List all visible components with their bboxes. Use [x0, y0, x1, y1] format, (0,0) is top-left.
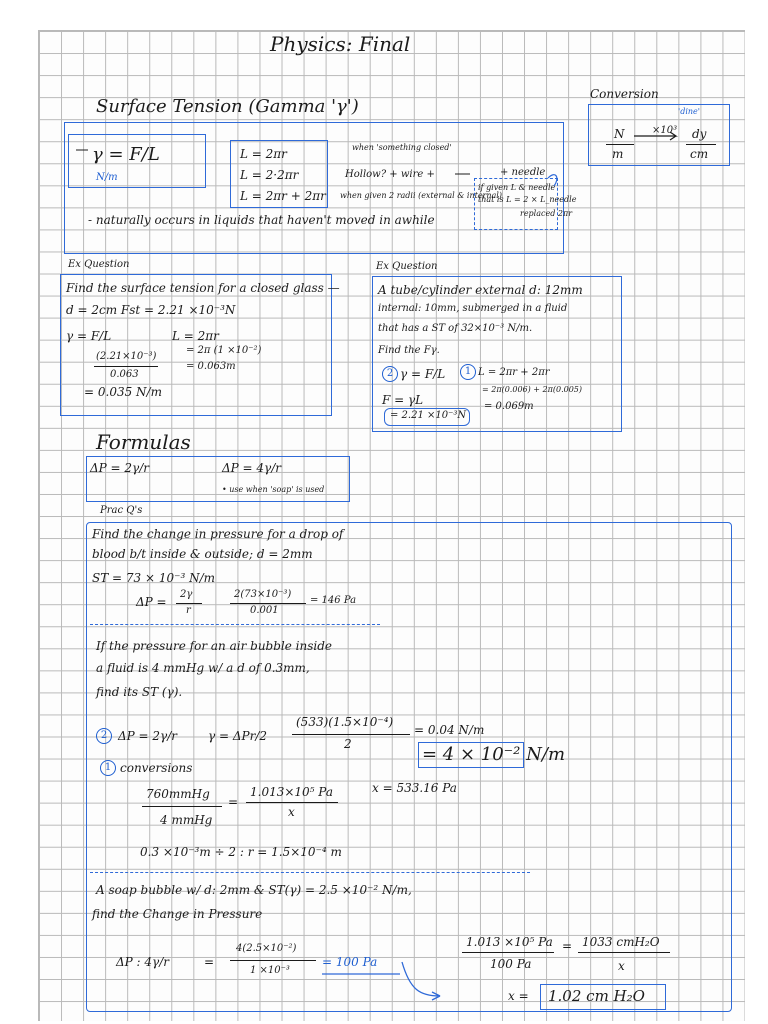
formula-soap: ΔP = 4γ/r: [222, 461, 282, 475]
ex1-gamma: γ = F/L: [66, 329, 112, 343]
ex1-given: d = 2cm Fst = 2.21 ×10⁻³N: [66, 303, 236, 317]
prac2-conversions: conversions: [120, 761, 193, 775]
prac2-mmhg-2: 4 mmHg: [160, 813, 213, 827]
ex1-denominator: 0.063: [110, 369, 139, 380]
length-closed: L = 2πr: [240, 147, 287, 161]
prac2-mmhg-1: 760mmHg: [146, 787, 210, 801]
ex1-answer: = 0.035 N/m: [84, 385, 162, 399]
ex1-question: Find the surface tension for a closed glass —: [66, 281, 340, 295]
conversion-arrow: [634, 132, 676, 140]
formula-drop: ΔP = 2γ/r: [90, 461, 150, 475]
prac2-question-1: If the pressure for an air bubble inside: [96, 639, 333, 653]
prac1-eq-num1: 2γ: [180, 589, 193, 600]
ex2-force: F = γL: [382, 393, 424, 407]
prac3-answer-lhs: x =: [508, 989, 529, 1003]
prac2-x-result: x = 533.16 Pa: [372, 781, 457, 795]
gamma-unit: N/m: [96, 172, 118, 183]
prac3-question-1: A soap bubble w/ d: 2mm & ST(γ) = 2.5 ×10⁻² N/m,: [96, 883, 412, 897]
prac2-dp: ΔP = 2γ/r: [118, 729, 178, 743]
ex2-length-2: = 2π(0.006) + 2π(0.005): [482, 385, 583, 394]
prac2-result: = 0.04 N/m: [414, 723, 485, 737]
ex2-question-1: A tube/cylinder external d: 12mm: [378, 283, 583, 297]
prac-label: Prac Q's: [100, 505, 143, 516]
prac1-eq-a: ΔP =: [136, 595, 167, 609]
note-two-radii: when given 2 radii (external & internal): [340, 191, 502, 200]
prac1-question-1: Find the change in pressure for a drop of: [92, 527, 344, 541]
ex1-length-2: = 2π (1 ×10⁻²): [186, 345, 262, 356]
prac1-eq-den1: r: [186, 605, 191, 616]
prac3-conv-den1: 100 Pa: [490, 957, 532, 971]
conversion-left-num: N: [614, 127, 625, 141]
conversion-dine: 'dine': [678, 107, 700, 116]
formulas-heading: Formulas: [96, 430, 191, 454]
page-title: Physics: Final: [270, 32, 411, 56]
conversion-right-den: cm: [690, 147, 709, 161]
ex2-answer: = 2.21 ×10⁻³N: [390, 410, 467, 421]
ex1-numerator: (2.21×10⁻³): [96, 351, 157, 362]
needle-note-3: replaced 2πr: [520, 209, 573, 218]
note-hollow-wire: Hollow? + wire +: [345, 169, 435, 180]
conversion-factor: ×10³: [652, 125, 678, 136]
ex2-step-2: 2: [382, 366, 398, 382]
prac3-question-2: find the Change in Pressure: [92, 907, 263, 921]
ex2-question-3: that has a ST of 32×10⁻³ N/m.: [378, 323, 533, 334]
ex2-gamma: γ = F/L: [400, 367, 446, 381]
prac2-equals: =: [228, 795, 239, 809]
prac3-arrow: [402, 962, 440, 1000]
prac2-step-2: 2: [96, 728, 112, 744]
needle-note-1: if given L & needle: [478, 183, 556, 192]
prac2-step-1: 1: [100, 760, 116, 776]
note-when-closed: when 'something closed': [352, 143, 452, 152]
formula-note: • use when 'soap' is used: [222, 485, 325, 494]
prac2-question-3: find its ST (γ).: [96, 685, 183, 699]
prac2-answer: = 4 × 10⁻² N/m: [422, 744, 566, 765]
ex2-step-1: 1: [460, 364, 476, 380]
needle-curl-arrow: [548, 175, 557, 186]
prac3-conv-num1: 1.013 ×10⁵ Pa: [466, 935, 553, 949]
conversion-right-num: dy: [692, 127, 707, 141]
prac2-numerator: (533)(1.5×10⁻⁴): [296, 715, 394, 729]
prac3-denominator: 1 ×10⁻³: [250, 965, 290, 976]
prac2-radius: 0.3 ×10⁻³m ÷ 2 : r = 1.5×10⁻⁴ m: [140, 845, 342, 859]
ex1-length-1: L = 2πr: [172, 329, 219, 343]
prac3-answer: 1.02 cm H₂O: [548, 987, 645, 1005]
gamma-definition: γ = F/L: [92, 144, 160, 165]
prac2-question-2: a fluid is 4 mmHg w/ a d of 0.3mm,: [96, 661, 310, 675]
prac3-conv-num2: 1033 cmH₂O: [582, 935, 660, 949]
length-hollow: L = 2·2πr: [240, 168, 299, 182]
prac3-conv-den2: x: [618, 959, 625, 973]
prac3-numerator: 4(2.5×10⁻²): [236, 943, 297, 954]
prac1-eq-num2: 2(73×10⁻³): [234, 589, 292, 600]
ex2-question-2: internal: 10mm, submerged in a fluid: [378, 303, 568, 314]
length-two-radii: L = 2πr + 2πr: [240, 189, 326, 203]
ex2-length-3: = 0.069m: [484, 401, 534, 412]
ex2-question-4: Find the Fγ.: [378, 345, 440, 356]
prac3-conv-equals: =: [562, 939, 573, 953]
ex1-length-3: = 0.063m: [186, 361, 236, 372]
prac2-pa-1: 1.013×10⁵ Pa: [250, 785, 333, 799]
conversion-left-den: m: [612, 147, 624, 161]
prac1-eq-den2: 0.001: [250, 605, 279, 616]
prac2-denominator: 2: [344, 737, 352, 751]
surface-tension-heading: Surface Tension (Gamma 'γ'): [96, 96, 359, 117]
prac1-eq-result: = 146 Pa: [310, 595, 357, 606]
prac3-result: = 100 Pa: [322, 955, 378, 969]
prac1-st: ST = 73 × 10⁻³ N/m: [92, 571, 216, 585]
ex2-label: Ex Question: [376, 261, 438, 272]
prac2-gamma: γ = ΔPr/2: [208, 729, 268, 743]
conversion-heading: Conversion: [590, 87, 659, 101]
note-natural: - naturally occurs in liquids that haven't moved in awhile: [88, 213, 435, 227]
prac3-dp: ΔP : 4γ/r: [116, 955, 169, 969]
prac1-question-2: blood b/t inside & outside; d = 2mm: [92, 547, 313, 561]
prac3-equals: =: [204, 955, 215, 969]
needle-note-2: that is L = 2 × L_needle: [478, 195, 577, 204]
prac2-pa-2: x: [288, 805, 295, 819]
ex2-length-1: L = 2πr + 2πr: [478, 367, 550, 378]
ex1-label: Ex Question: [68, 259, 130, 270]
note-needle: + needle: [500, 167, 546, 178]
